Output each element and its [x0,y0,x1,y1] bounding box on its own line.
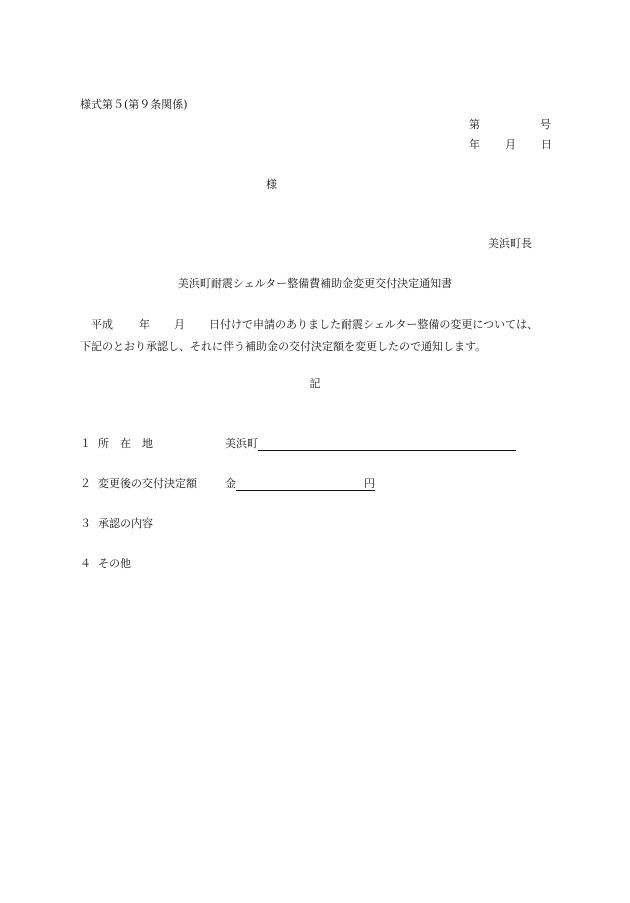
body-year: 年 [139,318,150,331]
date-year: 年 [469,138,480,151]
ki-heading: 記 [309,377,321,390]
body-era: 平成 [91,318,113,331]
item-amount [80,477,197,491]
date-day: 日 [541,138,552,151]
item-number: ４ [80,557,91,570]
item-number: ３ [80,517,91,530]
amount-suffix: 円 [364,477,375,490]
document-date [469,138,552,152]
item-label: 承認の内容 [98,517,153,530]
item-approval [80,517,153,531]
item-number: ２ [80,477,91,490]
doc-number-suffix: 号 [540,118,551,131]
location-value-text: 美浜町 [225,437,258,450]
body-rest-line1: 日付けで申請のありました耐震シェルター整備の変更については、 [209,318,539,331]
doc-number-prefix: 第 [469,118,480,131]
body-line-2: 下記のとおり承認し、それに伴う補助金の交付決定額を変更したので通知します。 [80,340,487,353]
item-label: 所 在 地 [98,437,153,450]
item-label: 変更後の交付決定額 [98,477,197,490]
sender: 美浜町長 [488,237,532,250]
date-month: 月 [505,138,516,151]
document-number [469,118,551,132]
body-line-1 [91,318,538,332]
item-label: その他 [98,557,131,570]
item-location [80,437,153,451]
body-month: 月 [174,318,185,331]
document-title: 美浜町耐震シェルター整備費補助金変更交付決定通知書 [177,277,453,290]
location-value [225,437,516,451]
addressee-suffix: 様 [266,178,277,191]
amount-prefix: 金 [225,477,236,490]
form-label: 様式第５(第９条関係) [80,98,188,111]
amount-value [225,477,375,491]
item-number: １ [80,437,91,450]
location-underline [258,438,516,451]
item-other [80,557,131,571]
amount-underline [236,478,364,491]
